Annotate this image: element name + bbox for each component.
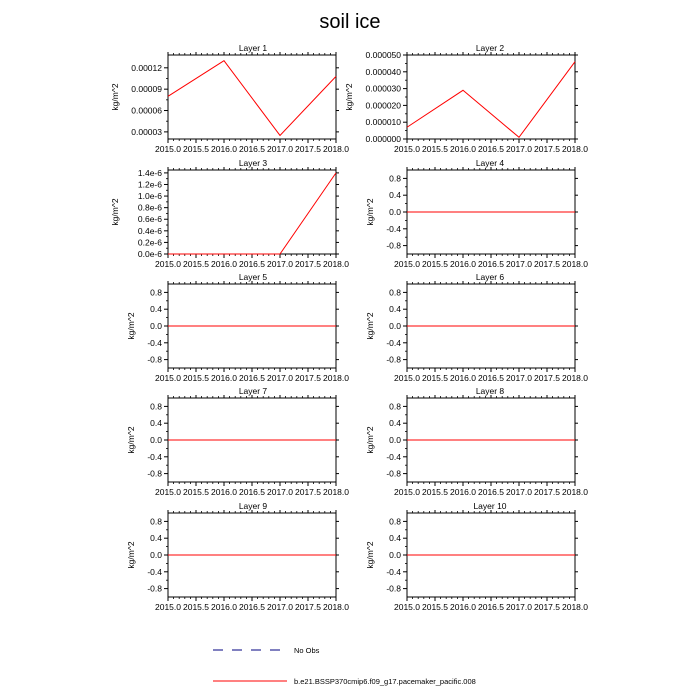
x-tick-label: 2016.0 — [211, 144, 237, 154]
x-tick-label: 2016.0 — [211, 373, 237, 383]
y-tick-label: 0.6e-6 — [137, 214, 162, 225]
panel-layer-8 — [365, 386, 588, 497]
y-tick-label: 0.00012 — [131, 62, 162, 73]
x-tick-label: 2015.0 — [394, 373, 420, 383]
x-tick-label: 2016.5 — [478, 373, 504, 383]
x-tick-label: 2015.0 — [155, 602, 181, 612]
x-tick-label: 2018.0 — [323, 373, 349, 383]
x-tick-label: 2016.5 — [239, 487, 265, 497]
panel-layer-2 — [344, 43, 588, 154]
y-axis-label: kg/m^2 — [126, 312, 136, 340]
y-axis-label: kg/m^2 — [365, 426, 375, 454]
x-tick-label: 2017.0 — [267, 602, 293, 612]
x-tick-label: 2015.0 — [155, 373, 181, 383]
y-tick-label: -0.4 — [386, 337, 401, 348]
y-axis-label: kg/m^2 — [110, 83, 120, 111]
x-tick-label: 2015.0 — [394, 259, 420, 269]
panel-layer-7 — [126, 386, 349, 497]
y-tick-label: -0.8 — [147, 583, 162, 594]
x-tick-label: 2015.0 — [155, 487, 181, 497]
y-tick-label: -0.8 — [147, 354, 162, 365]
y-tick-label: 0.000000 — [365, 134, 401, 144]
x-tick-label: 2016.5 — [239, 144, 265, 154]
x-tick-label: 2017.5 — [295, 144, 321, 154]
y-tick-label: -0.4 — [386, 451, 401, 462]
x-tick-label: 2017.0 — [506, 373, 532, 383]
panel-layer-10 — [365, 501, 588, 612]
x-tick-label: 2015.5 — [422, 487, 448, 497]
panel-layer-5 — [126, 272, 349, 383]
legend-label-no-obs: No Obs — [294, 646, 320, 655]
x-tick-label: 2015.5 — [183, 602, 209, 612]
x-tick-label: 2016.5 — [478, 259, 504, 269]
x-tick-label: 2016.0 — [450, 373, 476, 383]
x-tick-label: 2016.5 — [478, 144, 504, 154]
x-tick-label: 2017.5 — [534, 259, 560, 269]
x-tick-label: 2017.0 — [506, 487, 532, 497]
plot-frame — [168, 55, 336, 139]
y-tick-label: 0.000040 — [365, 66, 401, 77]
x-tick-label: 2016.0 — [211, 487, 237, 497]
y-tick-label: 0.8 — [150, 401, 162, 412]
x-tick-label: 2017.0 — [267, 373, 293, 383]
x-tick-label: 2017.5 — [534, 373, 560, 383]
panel-title: Layer 5 — [238, 272, 268, 282]
y-tick-label: 0.4 — [150, 533, 162, 544]
x-tick-label: 2017.5 — [534, 144, 560, 154]
y-tick-label: 0.4 — [150, 418, 162, 429]
y-tick-label: 0.0 — [150, 321, 162, 331]
y-tick-label: -0.8 — [386, 583, 401, 594]
x-tick-label: 2016.0 — [450, 487, 476, 497]
y-tick-label: 0.4 — [389, 418, 401, 429]
x-tick-label: 2017.5 — [295, 602, 321, 612]
y-tick-label: 1.0e-6 — [137, 191, 162, 202]
panel-title: Layer 1 — [238, 43, 268, 53]
y-tick-label: 0.0 — [389, 435, 401, 445]
y-axis-label: kg/m^2 — [344, 83, 354, 111]
x-tick-label: 2016.5 — [478, 602, 504, 612]
y-tick-label: 0.000030 — [365, 83, 401, 94]
x-tick-label: 2016.0 — [450, 144, 476, 154]
y-tick-label: 0.4 — [150, 304, 162, 315]
y-tick-label: 0.8 — [389, 287, 401, 298]
plot-frame — [168, 170, 336, 254]
y-tick-label: 0.00006 — [131, 105, 162, 116]
legend-label-run: b.e21.BSSP370cmip6.f09_g17.pacemaker_pacific.008 — [294, 677, 476, 686]
x-tick-label: 2016.0 — [211, 602, 237, 612]
figure-title: soil ice — [319, 11, 381, 33]
panels-group — [110, 43, 588, 612]
x-tick-label: 2015.5 — [183, 487, 209, 497]
x-tick-label: 2017.5 — [295, 373, 321, 383]
x-tick-label: 2016.5 — [239, 373, 265, 383]
y-tick-label: 0.8 — [389, 516, 401, 527]
x-tick-label: 2016.0 — [450, 602, 476, 612]
x-tick-label: 2015.0 — [394, 602, 420, 612]
panel-layer-4 — [365, 158, 588, 269]
x-tick-label: 2017.0 — [267, 487, 293, 497]
y-tick-label: -0.4 — [147, 451, 162, 462]
x-tick-label: 2017.0 — [506, 259, 532, 269]
panel-title: Layer 4 — [475, 158, 505, 168]
x-tick-label: 2018.0 — [562, 144, 588, 154]
y-tick-label: -0.8 — [147, 468, 162, 479]
x-tick-label: 2017.5 — [534, 602, 560, 612]
x-tick-label: 2018.0 — [562, 602, 588, 612]
y-tick-label: 0.00009 — [131, 84, 162, 95]
x-tick-label: 2015.0 — [155, 259, 181, 269]
y-tick-label: 0.8 — [150, 287, 162, 298]
x-tick-label: 2015.5 — [422, 602, 448, 612]
y-tick-label: -0.8 — [386, 354, 401, 365]
series-line — [168, 173, 336, 254]
y-tick-label: 0.000020 — [365, 100, 401, 111]
x-tick-label: 2018.0 — [323, 259, 349, 269]
panel-layer-3 — [110, 158, 349, 269]
panel-title: Layer 2 — [475, 43, 505, 53]
x-tick-label: 2015.0 — [394, 144, 420, 154]
x-tick-label: 2017.5 — [295, 487, 321, 497]
y-tick-label: 0.8 — [150, 516, 162, 527]
y-tick-label: 0.00003 — [131, 126, 162, 137]
y-axis-label: kg/m^2 — [365, 541, 375, 569]
y-tick-label: 0.4 — [389, 533, 401, 544]
panel-layer-1 — [110, 43, 349, 154]
series-line — [168, 61, 336, 136]
panel-title: Layer 9 — [238, 501, 268, 511]
y-tick-label: 0.4 — [389, 190, 401, 201]
y-tick-label: 0.000050 — [365, 50, 401, 60]
y-tick-label: -0.8 — [386, 240, 401, 251]
x-tick-label: 2017.0 — [506, 602, 532, 612]
plot-frame — [407, 55, 575, 139]
panel-layer-6 — [365, 272, 588, 383]
y-tick-label: 0.2e-6 — [137, 237, 162, 248]
panel-layer-9 — [126, 501, 349, 612]
y-tick-label: 0.8 — [389, 173, 401, 184]
y-tick-label: 0.0 — [150, 550, 162, 560]
x-tick-label: 2015.5 — [183, 144, 209, 154]
x-tick-label: 2017.5 — [295, 259, 321, 269]
y-tick-label: 0.0 — [389, 550, 401, 560]
x-tick-label: 2018.0 — [562, 373, 588, 383]
y-tick-label: 0.0e-6 — [137, 249, 162, 259]
y-tick-label: 0.4 — [389, 304, 401, 315]
x-tick-label: 2017.0 — [267, 144, 293, 154]
y-tick-label: 0.8 — [389, 401, 401, 412]
y-tick-label: 0.0 — [389, 207, 401, 217]
y-tick-label: -0.4 — [386, 223, 401, 234]
legend — [213, 646, 476, 686]
y-tick-label: 0.8e-6 — [137, 202, 162, 213]
y-tick-label: 0.0 — [150, 435, 162, 445]
x-tick-label: 2016.5 — [239, 259, 265, 269]
x-tick-label: 2015.5 — [183, 259, 209, 269]
x-tick-label: 2015.0 — [155, 144, 181, 154]
y-tick-label: -0.4 — [386, 566, 401, 577]
x-tick-label: 2018.0 — [562, 259, 588, 269]
panel-title: Layer 3 — [238, 158, 268, 168]
y-tick-label: -0.4 — [147, 337, 162, 348]
x-tick-label: 2017.0 — [267, 259, 293, 269]
x-tick-label: 2015.0 — [394, 487, 420, 497]
panel-title: Layer 7 — [238, 386, 268, 396]
y-tick-label: 1.2e-6 — [137, 179, 162, 190]
x-tick-label: 2018.0 — [323, 602, 349, 612]
x-tick-label: 2017.5 — [534, 487, 560, 497]
y-axis-label: kg/m^2 — [110, 198, 120, 226]
y-axis-label: kg/m^2 — [365, 312, 375, 340]
panel-title: Layer 6 — [475, 272, 505, 282]
x-tick-label: 2015.5 — [422, 259, 448, 269]
panel-title: Layer 8 — [475, 386, 505, 396]
y-tick-label: -0.8 — [386, 468, 401, 479]
x-tick-label: 2016.5 — [239, 602, 265, 612]
x-tick-label: 2015.5 — [422, 144, 448, 154]
y-tick-label: -0.4 — [147, 566, 162, 577]
y-tick-label: 0.000010 — [365, 117, 401, 128]
y-tick-label: 0.0 — [389, 321, 401, 331]
x-tick-label: 2016.5 — [478, 487, 504, 497]
y-tick-label: 0.4e-6 — [137, 225, 162, 236]
x-tick-label: 2017.0 — [506, 144, 532, 154]
y-axis-label: kg/m^2 — [126, 541, 136, 569]
x-tick-label: 2018.0 — [323, 487, 349, 497]
x-tick-label: 2015.5 — [183, 373, 209, 383]
y-tick-label: 1.4e-6 — [137, 167, 162, 178]
x-tick-label: 2018.0 — [562, 487, 588, 497]
x-tick-label: 2016.0 — [450, 259, 476, 269]
panel-title: Layer 10 — [473, 501, 507, 511]
y-axis-label: kg/m^2 — [365, 198, 375, 226]
x-tick-label: 2015.5 — [422, 373, 448, 383]
series-line — [407, 62, 575, 138]
x-tick-label: 2018.0 — [323, 144, 349, 154]
x-tick-label: 2016.0 — [211, 259, 237, 269]
y-axis-label: kg/m^2 — [126, 426, 136, 454]
